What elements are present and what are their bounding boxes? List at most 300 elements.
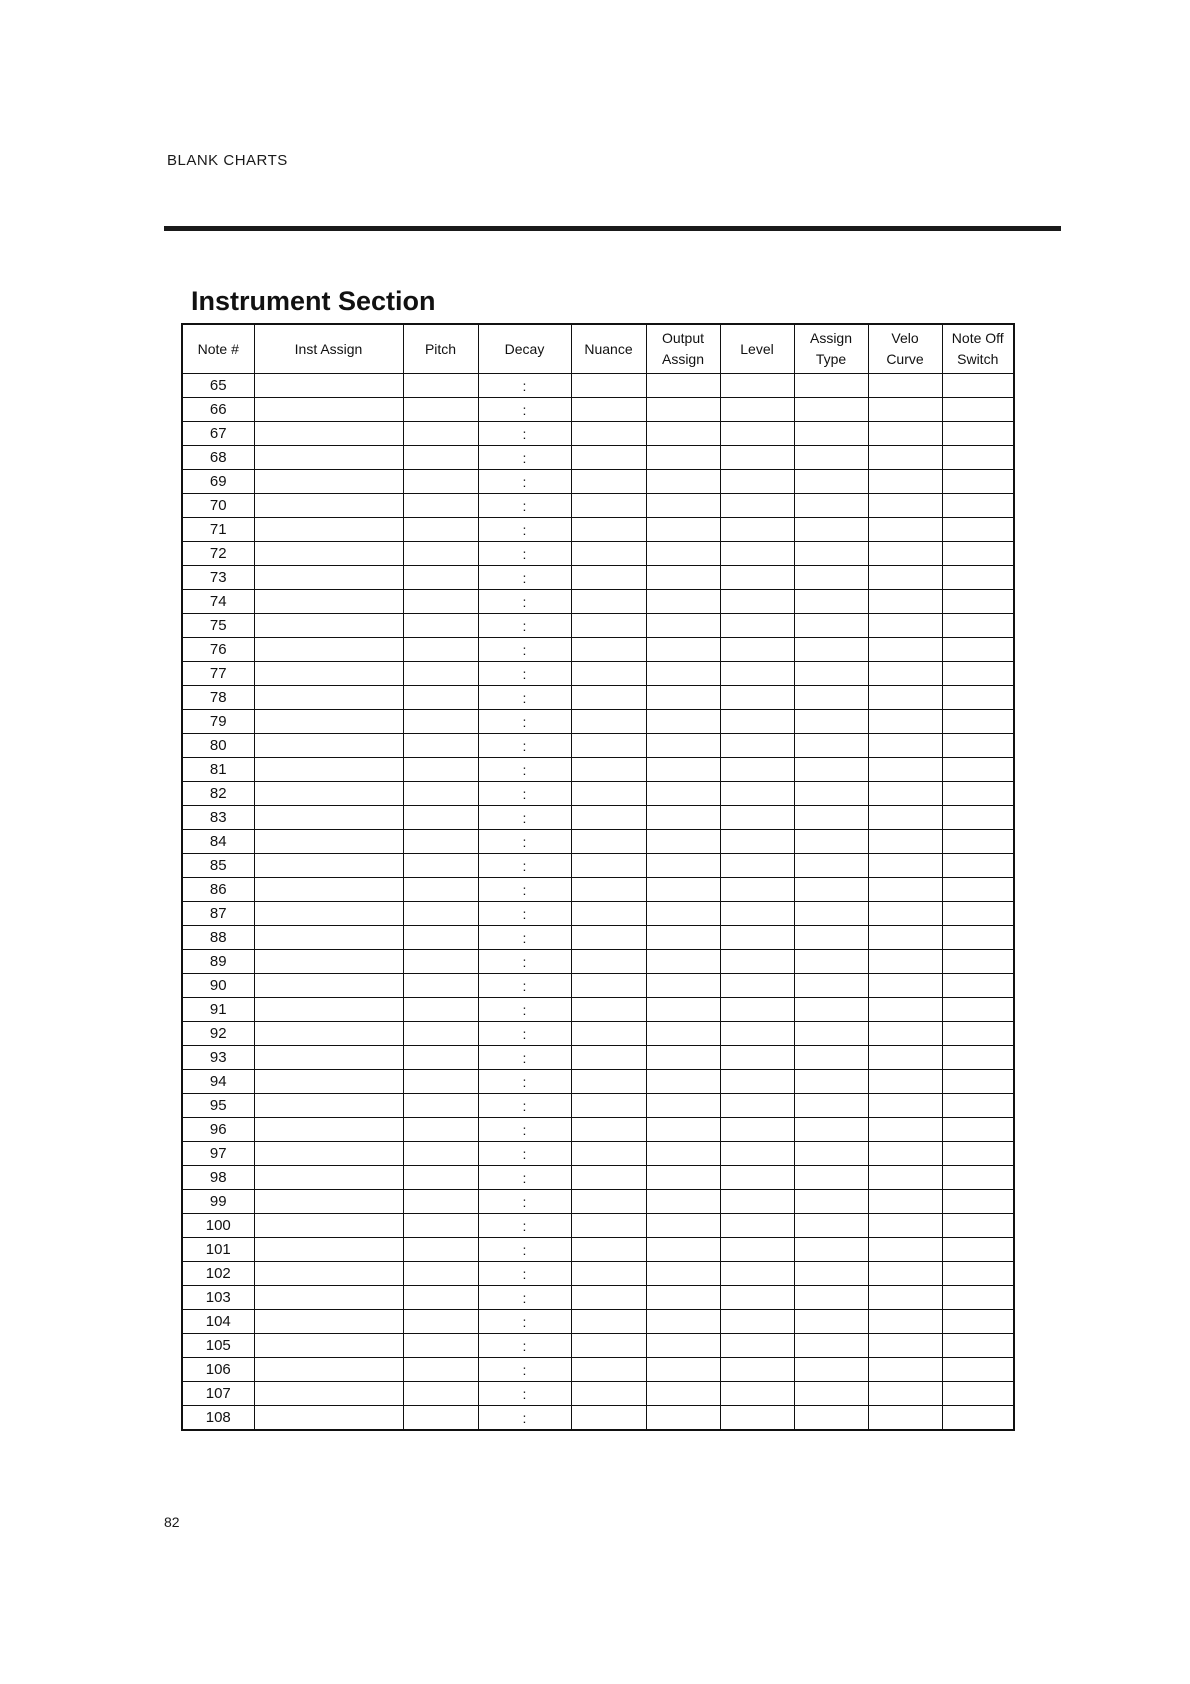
- level-cell: [720, 782, 794, 806]
- level-cell: [720, 494, 794, 518]
- decay-cell: :: [478, 950, 571, 974]
- pitch-cell: [403, 926, 478, 950]
- assign-type-cell: [794, 638, 868, 662]
- page-number: 82: [164, 1514, 180, 1530]
- note-number-cell: 103: [182, 1286, 254, 1310]
- chart-body: [182, 374, 1014, 1431]
- assign-type-cell: [794, 470, 868, 494]
- note-off-switch-cell: [942, 1190, 1014, 1214]
- table-row: [182, 974, 1014, 998]
- nuance-cell: [571, 1238, 646, 1262]
- level-cell: [720, 638, 794, 662]
- velo-curve-cell: [868, 974, 942, 998]
- note-number-cell: 91: [182, 998, 254, 1022]
- assign-type-cell: [794, 1382, 868, 1406]
- nuance-cell: [571, 1334, 646, 1358]
- level-cell: [720, 1214, 794, 1238]
- column-header-line: Type: [815, 351, 847, 367]
- table-row: [182, 1382, 1014, 1406]
- note-off-switch-cell: [942, 446, 1014, 470]
- inst-assign-cell: [254, 518, 403, 542]
- inst-assign-cell: [254, 398, 403, 422]
- level-cell: [720, 686, 794, 710]
- note-number-cell: 97: [182, 1142, 254, 1166]
- level-cell: [720, 1286, 794, 1310]
- nuance-cell: [571, 1118, 646, 1142]
- column-header-line: Assign: [809, 330, 853, 346]
- decay-cell: :: [478, 566, 571, 590]
- output-assign-cell: [646, 1046, 720, 1070]
- output-assign-cell: [646, 1358, 720, 1382]
- note-number-cell: 108: [182, 1406, 254, 1431]
- inst-assign-cell: [254, 1142, 403, 1166]
- header-rule: [164, 226, 1061, 231]
- level-cell: [720, 1094, 794, 1118]
- note-off-switch-cell: [942, 1118, 1014, 1142]
- table-row: [182, 1166, 1014, 1190]
- pitch-cell: [403, 1118, 478, 1142]
- output-assign-cell: [646, 710, 720, 734]
- decay-cell: :: [478, 1382, 571, 1406]
- nuance-cell: [571, 662, 646, 686]
- velo-curve-cell: [868, 1334, 942, 1358]
- note-off-switch-cell: [942, 1166, 1014, 1190]
- note-number-cell: 104: [182, 1310, 254, 1334]
- pitch-cell: [403, 446, 478, 470]
- inst-assign-cell: [254, 1382, 403, 1406]
- decay-cell: :: [478, 830, 571, 854]
- note-off-switch-cell: [942, 1022, 1014, 1046]
- inst-assign-cell: [254, 1094, 403, 1118]
- level-cell: [720, 758, 794, 782]
- decay-cell: :: [478, 854, 571, 878]
- nuance-cell: [571, 686, 646, 710]
- decay-cell: :: [478, 1046, 571, 1070]
- note-number-cell: 87: [182, 902, 254, 926]
- note-off-switch-cell: [942, 902, 1014, 926]
- column-header-line: Note #: [197, 340, 239, 357]
- inst-assign-cell: [254, 494, 403, 518]
- table-row: [182, 854, 1014, 878]
- nuance-cell: [571, 1142, 646, 1166]
- assign-type-cell: [794, 974, 868, 998]
- velo-curve-cell: [868, 782, 942, 806]
- pitch-cell: [403, 782, 478, 806]
- note-off-switch-cell: [942, 710, 1014, 734]
- output-assign-cell: [646, 494, 720, 518]
- pitch-cell: [403, 1046, 478, 1070]
- nuance-cell: [571, 590, 646, 614]
- assign-type-cell: [794, 1214, 868, 1238]
- pitch-cell: [403, 1286, 478, 1310]
- velo-curve-cell: [868, 638, 942, 662]
- level-cell: [720, 950, 794, 974]
- inst-assign-cell: [254, 1214, 403, 1238]
- nuance-cell: [571, 734, 646, 758]
- level-cell: [720, 1142, 794, 1166]
- level-cell: [720, 926, 794, 950]
- note-off-switch-cell: [942, 758, 1014, 782]
- note-off-switch-cell: [942, 782, 1014, 806]
- decay-cell: :: [478, 878, 571, 902]
- assign-type-cell: [794, 1094, 868, 1118]
- velo-curve-cell: [868, 446, 942, 470]
- column-header-line: Velo: [891, 330, 919, 346]
- pitch-cell: [403, 734, 478, 758]
- inst-assign-cell: [254, 446, 403, 470]
- nuance-cell: [571, 830, 646, 854]
- velo-curve-cell: [868, 806, 942, 830]
- note-off-switch-cell: [942, 542, 1014, 566]
- level-cell: [720, 374, 794, 398]
- pitch-cell: [403, 1094, 478, 1118]
- header-row: [182, 324, 1014, 374]
- column-header-line: Output: [661, 330, 705, 346]
- level-cell: [720, 806, 794, 830]
- nuance-cell: [571, 422, 646, 446]
- decay-cell: :: [478, 1286, 571, 1310]
- note-number-cell: 75: [182, 614, 254, 638]
- note-off-switch-cell: [942, 1094, 1014, 1118]
- table-row: [182, 782, 1014, 806]
- level-cell: [720, 974, 794, 998]
- note-number-cell: 86: [182, 878, 254, 902]
- velo-curve-cell: [868, 662, 942, 686]
- output-assign-cell: [646, 374, 720, 398]
- nuance-cell: [571, 854, 646, 878]
- pitch-cell: [403, 950, 478, 974]
- level-cell: [720, 590, 794, 614]
- output-assign-cell: [646, 1022, 720, 1046]
- table-row: [182, 374, 1014, 398]
- note-off-switch-cell: [942, 494, 1014, 518]
- note-off-switch-cell: [942, 638, 1014, 662]
- output-assign-cell: [646, 1190, 720, 1214]
- nuance-cell: [571, 710, 646, 734]
- nuance-cell: [571, 974, 646, 998]
- decay-cell: :: [478, 1022, 571, 1046]
- assign-type-cell: [794, 1262, 868, 1286]
- nuance-cell: [571, 1046, 646, 1070]
- assign-type-cell: [794, 806, 868, 830]
- table-row: [182, 614, 1014, 638]
- velo-curve-cell: [868, 398, 942, 422]
- inst-assign-cell: [254, 1118, 403, 1142]
- level-cell: [720, 854, 794, 878]
- output-assign-cell: [646, 1166, 720, 1190]
- nuance-cell: [571, 806, 646, 830]
- table-row: [182, 902, 1014, 926]
- assign-type-cell: [794, 854, 868, 878]
- column-header-note-off-switch: [942, 324, 1014, 374]
- inst-assign-cell: [254, 1358, 403, 1382]
- nuance-cell: [571, 638, 646, 662]
- note-number-cell: 74: [182, 590, 254, 614]
- column-header-decay: [478, 324, 571, 374]
- pitch-cell: [403, 1166, 478, 1190]
- velo-curve-cell: [868, 1166, 942, 1190]
- assign-type-cell: [794, 1070, 868, 1094]
- table-row: [182, 758, 1014, 782]
- pitch-cell: [403, 998, 478, 1022]
- decay-cell: :: [478, 710, 571, 734]
- note-number-cell: 67: [182, 422, 254, 446]
- output-assign-cell: [646, 686, 720, 710]
- output-assign-cell: [646, 518, 720, 542]
- level-cell: [720, 1262, 794, 1286]
- note-off-switch-cell: [942, 614, 1014, 638]
- inst-assign-cell: [254, 590, 403, 614]
- inst-assign-cell: [254, 1046, 403, 1070]
- note-number-cell: 69: [182, 470, 254, 494]
- pitch-cell: [403, 1214, 478, 1238]
- assign-type-cell: [794, 830, 868, 854]
- note-number-cell: 89: [182, 950, 254, 974]
- decay-cell: :: [478, 1070, 571, 1094]
- assign-type-cell: [794, 734, 868, 758]
- running-head: BLANK CHARTS: [167, 152, 288, 169]
- velo-curve-cell: [868, 926, 942, 950]
- velo-curve-cell: [868, 1046, 942, 1070]
- output-assign-cell: [646, 614, 720, 638]
- inst-assign-cell: [254, 374, 403, 398]
- level-cell: [720, 1022, 794, 1046]
- decay-cell: :: [478, 614, 571, 638]
- note-off-switch-cell: [942, 878, 1014, 902]
- column-header-inst-assign: [254, 324, 403, 374]
- output-assign-cell: [646, 1214, 720, 1238]
- level-cell: [720, 1382, 794, 1406]
- inst-assign-cell: [254, 542, 403, 566]
- table-row: [182, 1046, 1014, 1070]
- inst-assign-cell: [254, 1190, 403, 1214]
- note-off-switch-cell: [942, 470, 1014, 494]
- inst-assign-cell: [254, 566, 403, 590]
- level-cell: [720, 542, 794, 566]
- note-off-switch-cell: [942, 1406, 1014, 1431]
- velo-curve-cell: [868, 1190, 942, 1214]
- note-off-switch-cell: [942, 398, 1014, 422]
- inst-assign-cell: [254, 470, 403, 494]
- assign-type-cell: [794, 998, 868, 1022]
- inst-assign-cell: [254, 998, 403, 1022]
- velo-curve-cell: [868, 1118, 942, 1142]
- level-cell: [720, 422, 794, 446]
- pitch-cell: [403, 614, 478, 638]
- decay-cell: :: [478, 974, 571, 998]
- output-assign-cell: [646, 758, 720, 782]
- assign-type-cell: [794, 1358, 868, 1382]
- assign-type-cell: [794, 1334, 868, 1358]
- instrument-chart: [181, 323, 1015, 1431]
- decay-cell: :: [478, 470, 571, 494]
- note-off-switch-cell: [942, 806, 1014, 830]
- note-off-switch-cell: [942, 974, 1014, 998]
- velo-curve-cell: [868, 1358, 942, 1382]
- table-row: [182, 710, 1014, 734]
- pitch-cell: [403, 878, 478, 902]
- inst-assign-cell: [254, 782, 403, 806]
- pitch-cell: [403, 470, 478, 494]
- section-title: Instrument Section: [191, 286, 436, 316]
- pitch-cell: [403, 974, 478, 998]
- output-assign-cell: [646, 1118, 720, 1142]
- nuance-cell: [571, 494, 646, 518]
- pitch-cell: [403, 1190, 478, 1214]
- nuance-cell: [571, 374, 646, 398]
- level-cell: [720, 830, 794, 854]
- level-cell: [720, 470, 794, 494]
- table-row: [182, 422, 1014, 446]
- decay-cell: :: [478, 1094, 571, 1118]
- output-assign-cell: [646, 398, 720, 422]
- decay-cell: :: [478, 590, 571, 614]
- note-number-cell: 95: [182, 1094, 254, 1118]
- output-assign-cell: [646, 590, 720, 614]
- decay-cell: :: [478, 686, 571, 710]
- column-header-nuance: [571, 324, 646, 374]
- pitch-cell: [403, 518, 478, 542]
- output-assign-cell: [646, 566, 720, 590]
- note-off-switch-cell: [942, 1070, 1014, 1094]
- output-assign-cell: [646, 1238, 720, 1262]
- inst-assign-cell: [254, 1310, 403, 1334]
- table-row: [182, 950, 1014, 974]
- decay-cell: :: [478, 926, 571, 950]
- velo-curve-cell: [868, 590, 942, 614]
- pitch-cell: [403, 542, 478, 566]
- level-cell: [720, 998, 794, 1022]
- nuance-cell: [571, 1070, 646, 1094]
- inst-assign-cell: [254, 662, 403, 686]
- note-off-switch-cell: [942, 1214, 1014, 1238]
- velo-curve-cell: [868, 902, 942, 926]
- column-header-assign-type: [794, 324, 868, 374]
- table-row: [182, 470, 1014, 494]
- pitch-cell: [403, 1310, 478, 1334]
- inst-assign-cell: [254, 830, 403, 854]
- velo-curve-cell: [868, 758, 942, 782]
- level-cell: [720, 902, 794, 926]
- note-number-cell: 72: [182, 542, 254, 566]
- note-off-switch-cell: [942, 998, 1014, 1022]
- inst-assign-cell: [254, 1286, 403, 1310]
- velo-curve-cell: [868, 1070, 942, 1094]
- nuance-cell: [571, 998, 646, 1022]
- velo-curve-cell: [868, 518, 942, 542]
- table-row: [182, 446, 1014, 470]
- decay-cell: :: [478, 638, 571, 662]
- note-off-switch-cell: [942, 662, 1014, 686]
- decay-cell: :: [478, 1406, 571, 1431]
- assign-type-cell: [794, 374, 868, 398]
- velo-curve-cell: [868, 470, 942, 494]
- table-row: [182, 926, 1014, 950]
- pitch-cell: [403, 758, 478, 782]
- inst-assign-cell: [254, 854, 403, 878]
- table-row: [182, 1190, 1014, 1214]
- decay-cell: :: [478, 1166, 571, 1190]
- nuance-cell: [571, 1166, 646, 1190]
- assign-type-cell: [794, 1046, 868, 1070]
- inst-assign-cell: [254, 710, 403, 734]
- inst-assign-cell: [254, 1334, 403, 1358]
- note-off-switch-cell: [942, 1142, 1014, 1166]
- level-cell: [720, 1046, 794, 1070]
- nuance-cell: [571, 1262, 646, 1286]
- note-off-switch-cell: [942, 1310, 1014, 1334]
- pitch-cell: [403, 1358, 478, 1382]
- nuance-cell: [571, 1406, 646, 1431]
- table-row: [182, 734, 1014, 758]
- note-off-switch-cell: [942, 1046, 1014, 1070]
- assign-type-cell: [794, 950, 868, 974]
- output-assign-cell: [646, 1382, 720, 1406]
- assign-type-cell: [794, 1022, 868, 1046]
- note-number-cell: 96: [182, 1118, 254, 1142]
- nuance-cell: [571, 926, 646, 950]
- note-off-switch-cell: [942, 1238, 1014, 1262]
- assign-type-cell: [794, 878, 868, 902]
- table-row: [182, 878, 1014, 902]
- note-number-cell: 79: [182, 710, 254, 734]
- velo-curve-cell: [868, 830, 942, 854]
- decay-cell: :: [478, 494, 571, 518]
- nuance-cell: [571, 1310, 646, 1334]
- pitch-cell: [403, 590, 478, 614]
- level-cell: [720, 518, 794, 542]
- assign-type-cell: [794, 542, 868, 566]
- table-row: [182, 1406, 1014, 1431]
- inst-assign-cell: [254, 1166, 403, 1190]
- decay-cell: :: [478, 662, 571, 686]
- output-assign-cell: [646, 1310, 720, 1334]
- output-assign-cell: [646, 422, 720, 446]
- output-assign-cell: [646, 1334, 720, 1358]
- note-number-cell: 76: [182, 638, 254, 662]
- table-row: [182, 518, 1014, 542]
- output-assign-cell: [646, 470, 720, 494]
- note-number-cell: 106: [182, 1358, 254, 1382]
- assign-type-cell: [794, 398, 868, 422]
- inst-assign-cell: [254, 1406, 403, 1431]
- output-assign-cell: [646, 1070, 720, 1094]
- table-row: [182, 1334, 1014, 1358]
- velo-curve-cell: [868, 494, 942, 518]
- assign-type-cell: [794, 1238, 868, 1262]
- level-cell: [720, 662, 794, 686]
- note-number-cell: 105: [182, 1334, 254, 1358]
- note-number-cell: 71: [182, 518, 254, 542]
- output-assign-cell: [646, 974, 720, 998]
- note-off-switch-cell: [942, 1382, 1014, 1406]
- decay-cell: :: [478, 806, 571, 830]
- note-number-cell: 92: [182, 1022, 254, 1046]
- inst-assign-cell: [254, 1238, 403, 1262]
- table-row: [182, 1310, 1014, 1334]
- pitch-cell: [403, 1238, 478, 1262]
- assign-type-cell: [794, 1406, 868, 1431]
- pitch-cell: [403, 902, 478, 926]
- nuance-cell: [571, 446, 646, 470]
- nuance-cell: [571, 1214, 646, 1238]
- output-assign-cell: [646, 878, 720, 902]
- pitch-cell: [403, 1070, 478, 1094]
- note-number-cell: 100: [182, 1214, 254, 1238]
- note-number-cell: 99: [182, 1190, 254, 1214]
- assign-type-cell: [794, 422, 868, 446]
- velo-curve-cell: [868, 1310, 942, 1334]
